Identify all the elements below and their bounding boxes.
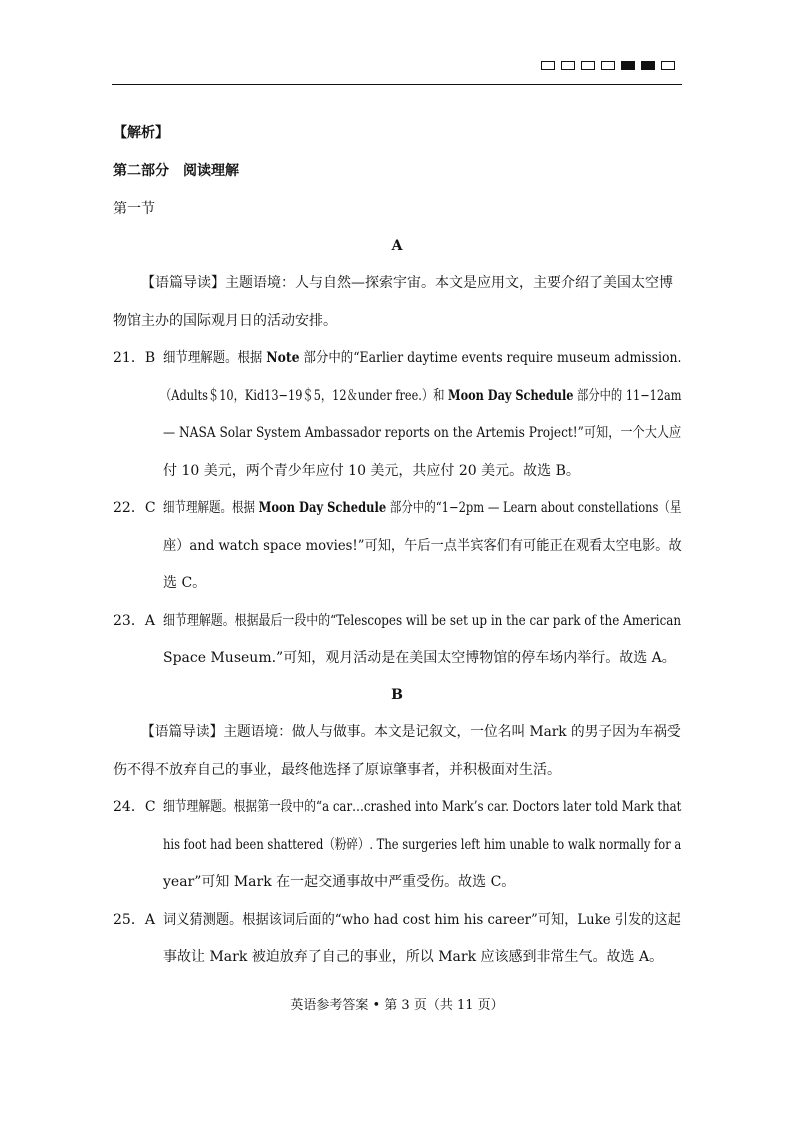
marker-box [621, 61, 635, 70]
q22-text: 部分中的“1−2pm — Learn about constellations（星 [386, 500, 682, 516]
passage-a-intro: 【语篇导读】主题语境：人与自然—探索宇宙。本文是应用文，主要介绍了美国太空博 [141, 275, 673, 291]
question-21-line1 [163, 349, 681, 367]
question-22-line1 [163, 499, 681, 517]
question-25-line2: 事故让 Mark 被迫放弃了自己的事业，所以 Mark 应该感到非常生气。故选 A。 [163, 949, 664, 965]
page-marker-boxes [541, 61, 675, 70]
question-25-line1: 词义猜测题。根据该词后面的“who had cost him his career”可知，Luke 引发的这起 [163, 912, 681, 928]
section-heading: 第一节 [113, 201, 155, 217]
q21-text: （Adults＄10，Kid13−19＄5，12＆under free.）和 [160, 388, 449, 404]
q21-bold-term: Moon Day Schedule [448, 388, 574, 404]
q21-text: 细节理解题。根据 [163, 350, 267, 366]
page-footer: 英语参考答案 • 第 3 页（共 11 页） [290, 998, 504, 1013]
question-22-line3: 选 C。 [163, 575, 207, 591]
analysis-heading: 【解析】 [113, 125, 169, 141]
question-23-number: 23．A [113, 613, 155, 629]
q21-bold-term: Note [266, 350, 300, 366]
q21-text: 部分中的“Earlier daytime events require museum admission. [299, 350, 682, 366]
part-heading: 第二部分 阅读理解 [113, 163, 239, 179]
question-23-line2: Space Museum.”可知，观月活动是在美国太空博物馆的停车场内举行。故选 A。 [163, 650, 676, 666]
marker-box [601, 61, 615, 70]
passage-a-letter: A [391, 238, 403, 254]
marker-box [641, 61, 655, 70]
question-23-line1: 细节理解题。根据最后一段中的“Telescopes will be set up in the car park of the American [163, 613, 682, 629]
marker-box [661, 61, 675, 70]
passage-b-intro: 【语篇导读】主题语境：做人与做事。本文是记叙文，一位名叫 Mark 的男子因为车祸受 [141, 724, 681, 740]
q22-bold-term: Moon Day Schedule [258, 500, 387, 516]
header-rule [112, 84, 682, 85]
marker-box [561, 61, 575, 70]
question-24-number: 24．C [113, 799, 156, 815]
q22-text: 细节理解题。根据 [163, 500, 259, 516]
question-21-line2 [160, 387, 681, 405]
question-25-number: 25．A [113, 912, 155, 928]
passage-b-letter: B [391, 687, 403, 703]
marker-box [581, 61, 595, 70]
question-22-line2: 座）and watch space movies!”可知，午后一点半宾客们有可能正在观看太空电影。故 [163, 538, 682, 554]
passage-a-intro-cont: 物馆主办的国际观月日的活动安排。 [113, 313, 337, 329]
question-22-number: 22．C [113, 500, 156, 516]
passage-b-intro-cont: 伤不得不放弃自己的事业，最终他选择了原谅肇事者，并积极面对生活。 [113, 762, 561, 778]
question-21-number: 21．B [113, 350, 156, 366]
question-24-line1: 细节理解题。根据第一段中的“a car…crashed into Mark’s car. Doctors later told Mark that [163, 799, 682, 815]
marker-box [541, 61, 555, 70]
q21-text: 部分中的 11−12am [573, 388, 682, 404]
question-24-line2: his foot had been shattered（粉碎）. The surgeries left him unable to walk normally for a [163, 837, 682, 853]
question-21-line4: 付 10 美元，两个青少年应付 10 美元，共应付 20 美元。故选 B。 [163, 463, 580, 479]
question-21-line3: — NASA Solar System Ambassador reports on the Artemis Project!”可知，一个大人应 [163, 425, 682, 441]
question-24-line3: year”可知 Mark 在一起交通事故中严重受伤。故选 C。 [163, 874, 516, 890]
